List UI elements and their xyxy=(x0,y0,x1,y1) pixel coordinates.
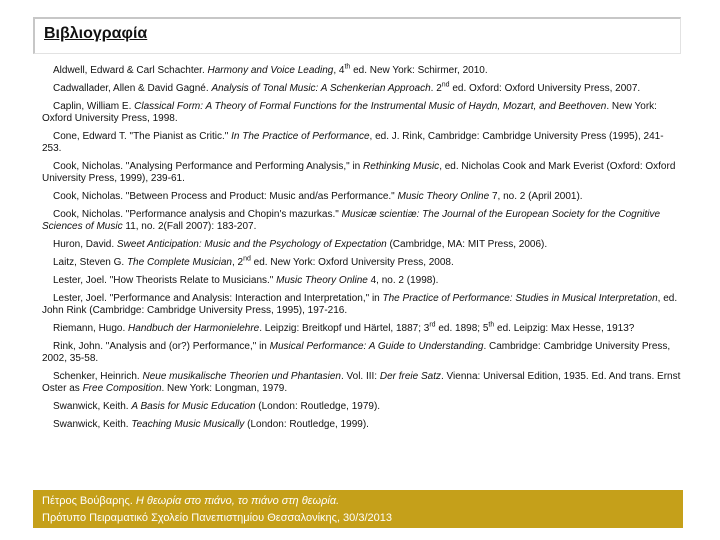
reference-title: The Practice of Performance: Studies in Musical Interpretation xyxy=(382,293,658,304)
reference-title: Sweet Anticipation: Music and the Psychology of Expectation xyxy=(116,239,387,250)
reference-entry xyxy=(42,275,682,287)
reference-text: Lester, Joel. "How Theorists Relate to Musicians." xyxy=(53,275,277,286)
footer-line-2: Πρότυπο Πειραματικό Σχολείο Πανεπιστημίου Θεσσαλονίκης, 30/3/2013 xyxy=(42,512,392,524)
reference-title: Handbuch der Harmonielehre xyxy=(128,323,260,334)
reference-title: Der freie Satz xyxy=(379,371,441,382)
reference-entry xyxy=(42,419,682,431)
reference-superscript: th xyxy=(488,321,495,329)
reference-title: Teaching Music Musically xyxy=(131,419,245,430)
reference-entry xyxy=(42,341,682,365)
reference-entry xyxy=(42,371,682,395)
reference-title: A Basis for Music Education xyxy=(131,401,256,412)
reference-title: Analysis of Tonal Music: A Schenkerian Approach xyxy=(211,83,431,94)
reference-entry xyxy=(42,131,682,155)
reference-text: , ed. J. Rink, Cambridge: Cambridge University Press (1995), 241-253. xyxy=(42,131,664,154)
reference-text: ed. 1898; 5 xyxy=(435,323,489,334)
reference-text: . Leipzig: Breitkopf und Härtel, 1887; 3 xyxy=(259,323,430,334)
reference-text: (London: Routledge, 1999). xyxy=(244,419,369,430)
reference-entry xyxy=(42,191,682,203)
reference-text: Cook, Nicholas. "Between Process and Product: Music and/as Performance." xyxy=(53,191,398,202)
footer-talk-title: Η θεωρία στο πιάνο, το πιάνο στη θεωρία. xyxy=(135,495,340,507)
reference-entry xyxy=(42,293,682,317)
title-frame xyxy=(33,17,681,54)
reference-entry xyxy=(42,65,682,77)
reference-text: Lester, Joel. "Performance and Analysis: Interaction and Interpretation," in xyxy=(53,293,383,304)
reference-entry xyxy=(42,401,682,413)
reference-entry xyxy=(42,323,682,335)
reference-text: Schenker, Heinrich. xyxy=(53,371,143,382)
reference-text: ed. New York: Oxford University Press, 2008. xyxy=(250,257,454,268)
reference-text: , ed. John Rink (Cambridge: Cambridge University Press, 1995), 197-216. xyxy=(42,293,678,316)
reference-text: . Vienna: Universal Edition, 1935. Ed. And trans. Ernst Oster as xyxy=(42,371,681,394)
reference-text: ed. New York: Schirmer, 2010. xyxy=(350,65,488,76)
reference-title: The Complete Musician xyxy=(126,257,232,268)
footer-bar xyxy=(33,490,683,528)
reference-text: , ed. Nicholas Cook and Mark Everist (Oxford: Oxford University Press, 1999), 239-61. xyxy=(42,161,676,184)
reference-superscript: th xyxy=(344,63,351,71)
reference-text: Aldwell, Edward & Carl Schachter. xyxy=(53,65,208,76)
reference-text: Cadwallader, Allen & David Gagné. xyxy=(53,83,212,94)
reference-title: Music Theory Online xyxy=(397,191,490,202)
reference-entry xyxy=(42,83,682,95)
reference-text: Riemann, Hugo. xyxy=(53,323,129,334)
reference-title: Free Composition xyxy=(82,383,162,394)
reference-text: , 2 xyxy=(231,257,244,268)
reference-superscript: rd xyxy=(429,321,436,329)
reference-text: Rink, John. "Analysis and (or?) Performance," in xyxy=(53,341,270,352)
reference-title: Neue musikalische Theorien und Phantasien xyxy=(142,371,341,382)
page-title: Βιβλιογραφία xyxy=(44,25,148,42)
reference-entry xyxy=(42,257,682,269)
reference-text: Laitz, Steven G. xyxy=(53,257,127,268)
reference-text: ed. Oxford: Oxford University Press, 2007. xyxy=(449,83,641,94)
reference-title: Rethinking Music xyxy=(363,161,440,172)
reference-text: Huron, David. xyxy=(53,239,117,250)
reference-text: . New York: Oxford University Press, 1998. xyxy=(42,101,657,124)
reference-entry xyxy=(42,161,682,185)
footer-author: Πέτρος Βούβαρης. xyxy=(42,495,136,507)
reference-text: Swanwick, Keith. xyxy=(53,401,132,412)
reference-title: Classical Form: A Theory of Formal Functions for the Instrumental Music of Haydn, Mozart, and Beethoven xyxy=(134,101,607,112)
reference-text: 4, no. 2 (1998). xyxy=(367,275,439,286)
reference-text: . Vol. III: xyxy=(340,371,380,382)
reference-text: Cook, Nicholas. "Analysing Performance and Performing Analysis," in xyxy=(53,161,364,172)
reference-text: Caplin, William E. xyxy=(53,101,135,112)
reference-title: Music Theory Online xyxy=(276,275,368,286)
reference-title: Musical Performance: A Guide to Understanding xyxy=(269,341,484,352)
reference-title: Musicæ scientiæ: The Journal of the European Society for the Cognitive Sciences of Music xyxy=(42,209,661,232)
reference-text: . Cambridge: Cambridge University Press, 2002, 35-58. xyxy=(42,341,671,364)
reference-text: Cook, Nicholas. "Performance analysis and Chopin's mazurkas." xyxy=(53,209,342,220)
reference-text: Swanwick, Keith. xyxy=(53,419,132,430)
reference-text: 11, no. 2(Fall 2007): 183-207. xyxy=(122,221,257,232)
reference-superscript: nd xyxy=(243,255,251,263)
reference-superscript: nd xyxy=(441,81,450,89)
reference-title: In The Practice of Performance xyxy=(231,131,370,142)
reference-text: ed. Leipzig: Max Hesse, 1913? xyxy=(494,323,635,334)
reference-text: . New York: Longman, 1979. xyxy=(161,383,288,394)
reference-entry xyxy=(42,209,682,233)
reference-entry xyxy=(42,239,682,251)
footer-line-1 xyxy=(42,493,683,510)
reference-entry xyxy=(42,101,682,125)
bibliography-list xyxy=(42,65,682,437)
reference-text: (Cambridge, MA: MIT Press, 2006). xyxy=(386,239,548,250)
reference-text: . 2 xyxy=(430,83,442,94)
reference-text: 7, no. 2 (April 2001). xyxy=(489,191,583,202)
reference-text: , 4 xyxy=(333,65,345,76)
reference-text: (London: Routledge, 1979). xyxy=(255,401,381,412)
reference-text: Cone, Edward T. "The Pianist as Critic." xyxy=(53,131,232,142)
reference-title: Harmony and Voice Leading xyxy=(207,65,334,76)
